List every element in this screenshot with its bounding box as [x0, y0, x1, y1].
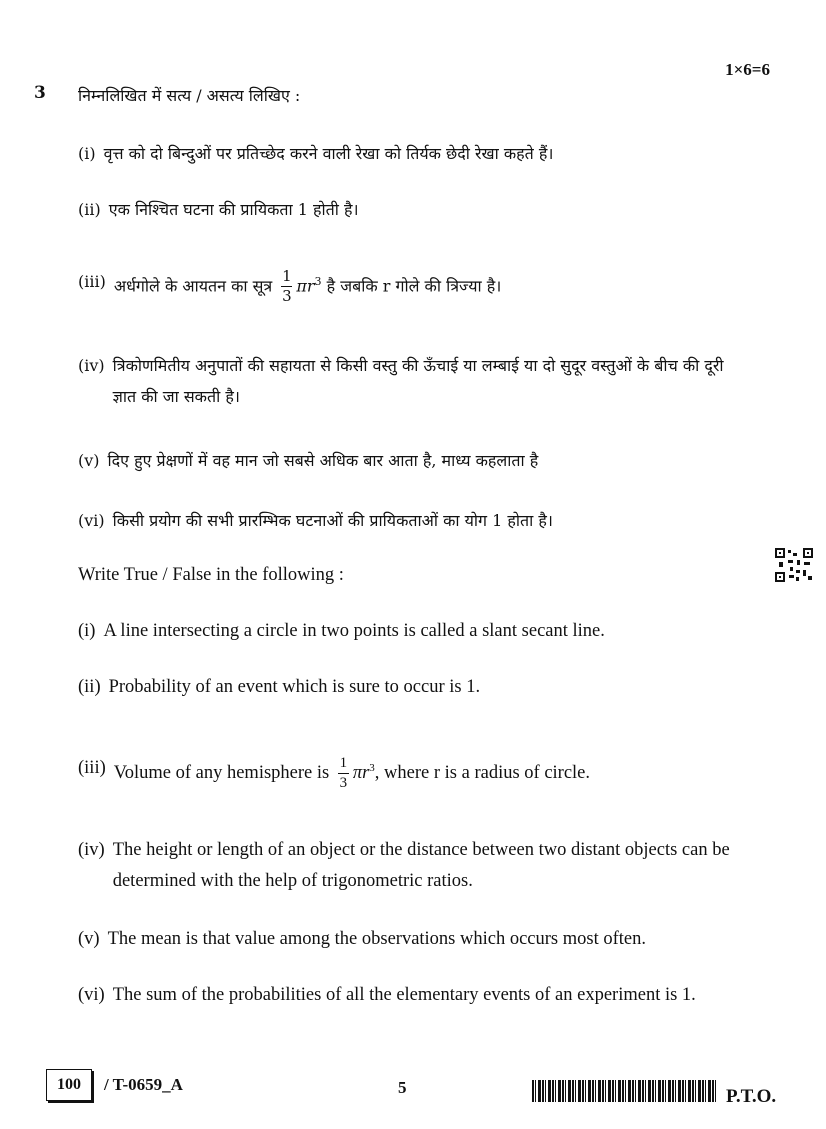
item-number: (iii): [78, 758, 106, 778]
item-number: (v): [78, 929, 100, 949]
item-number: (vi): [78, 985, 105, 1005]
question-number: 3: [34, 83, 46, 103]
item-text: किसी प्रयोग की सभी प्रारम्भिक घटनाओं की प्रायिकताओं का योग 1 होता है।: [112, 511, 553, 530]
english-item-5: [78, 924, 746, 955]
fraction: [338, 756, 349, 791]
formula-exponent: 3: [369, 762, 375, 774]
hindi-item-4: [78, 350, 746, 412]
english-item-3: [78, 753, 746, 791]
fraction-numerator: 1: [282, 267, 292, 286]
barcode-icon: [532, 1080, 718, 1102]
fraction-numerator: 1: [339, 755, 348, 772]
item-text: दिए हुए प्रेक्षणों में वह मान जो सबसे अधिक बार आता है, माध्य कहलाता है: [107, 451, 539, 470]
hindi-item-1: [78, 138, 746, 169]
item-number: (iv): [78, 840, 105, 860]
english-item-4: [78, 835, 746, 897]
item-number: (ii): [78, 677, 101, 697]
item-text-post: है जबकि r गोले की त्रिज्या है।: [326, 276, 502, 296]
item-text: [114, 753, 746, 791]
item-text: The mean is that value among the observations which occurs most often.: [107, 929, 646, 949]
english-item-1: [78, 616, 746, 647]
qr-code-icon: [775, 548, 813, 582]
item-text: Probability of an event which is sure to occur is 1.: [108, 677, 481, 697]
formula-expr: πr: [352, 763, 370, 784]
fraction-denominator: 3: [282, 287, 292, 306]
item-text-pre: Volume of any hemisphere is: [113, 763, 330, 784]
hindi-item-6: [78, 505, 746, 536]
item-text-pre: अर्धगोले के आयतन का सूत्र: [113, 276, 273, 296]
item-number: (i): [78, 144, 96, 163]
item-number: (i): [78, 621, 96, 641]
formula-exponent: 3: [314, 275, 322, 288]
item-number: (ii): [78, 200, 101, 219]
item-number: (v): [78, 451, 100, 470]
english-item-2: [78, 672, 746, 703]
item-text: [114, 266, 746, 304]
fraction-bar: [338, 773, 349, 774]
marks-box: 100: [46, 1069, 92, 1101]
fraction: [281, 269, 292, 304]
pto-label: P.T.O.: [726, 1086, 777, 1107]
hindi-item-2: [78, 194, 746, 225]
item-text: The height or length of an object or the distance between two distant objects can be determined with the help of trigonometric ratios.: [112, 840, 730, 891]
english-item-6: [78, 980, 746, 1011]
item-number: (iv): [78, 356, 105, 375]
instruction-english: Write True / False in the following :: [78, 565, 344, 585]
item-text: A line intersecting a circle in two points is called a slant secant line.: [103, 621, 605, 641]
page-number: 5: [398, 1078, 407, 1097]
item-text: The sum of the probabilities of all the elementary events of an experiment is 1.: [112, 985, 696, 1005]
marks-label: 1×6=6: [725, 60, 770, 79]
hindi-item-3: [78, 266, 746, 304]
formula-expr: πr: [296, 276, 315, 296]
hindi-item-5: [78, 445, 746, 476]
paper-code: / T-0659_A: [104, 1075, 183, 1094]
item-text: वृत्त को दो बिन्दुओं पर प्रतिच्छेद करने वाली रेखा को तिर्यक छेदी रेखा कहते हैं।: [103, 144, 554, 163]
instruction-hindi: निम्नलिखित में सत्य / असत्य लिखिए :: [78, 86, 301, 105]
item-text-post: , where r is a radius of circle.: [374, 763, 591, 784]
item-number: (iii): [78, 272, 106, 291]
item-number: (vi): [78, 511, 105, 530]
item-text: त्रिकोणमितीय अनुपातों की सहायता से किसी वस्तु की ऊँचाई या लम्बाई या दो सुदूर वस्तुओं के बीच की दूरी ज्ञात की जा सकती है।: [112, 356, 724, 406]
fraction-denominator: 3: [339, 775, 348, 792]
item-text: एक निश्चित घटना की प्रायिकता 1 होती है।: [108, 200, 359, 219]
